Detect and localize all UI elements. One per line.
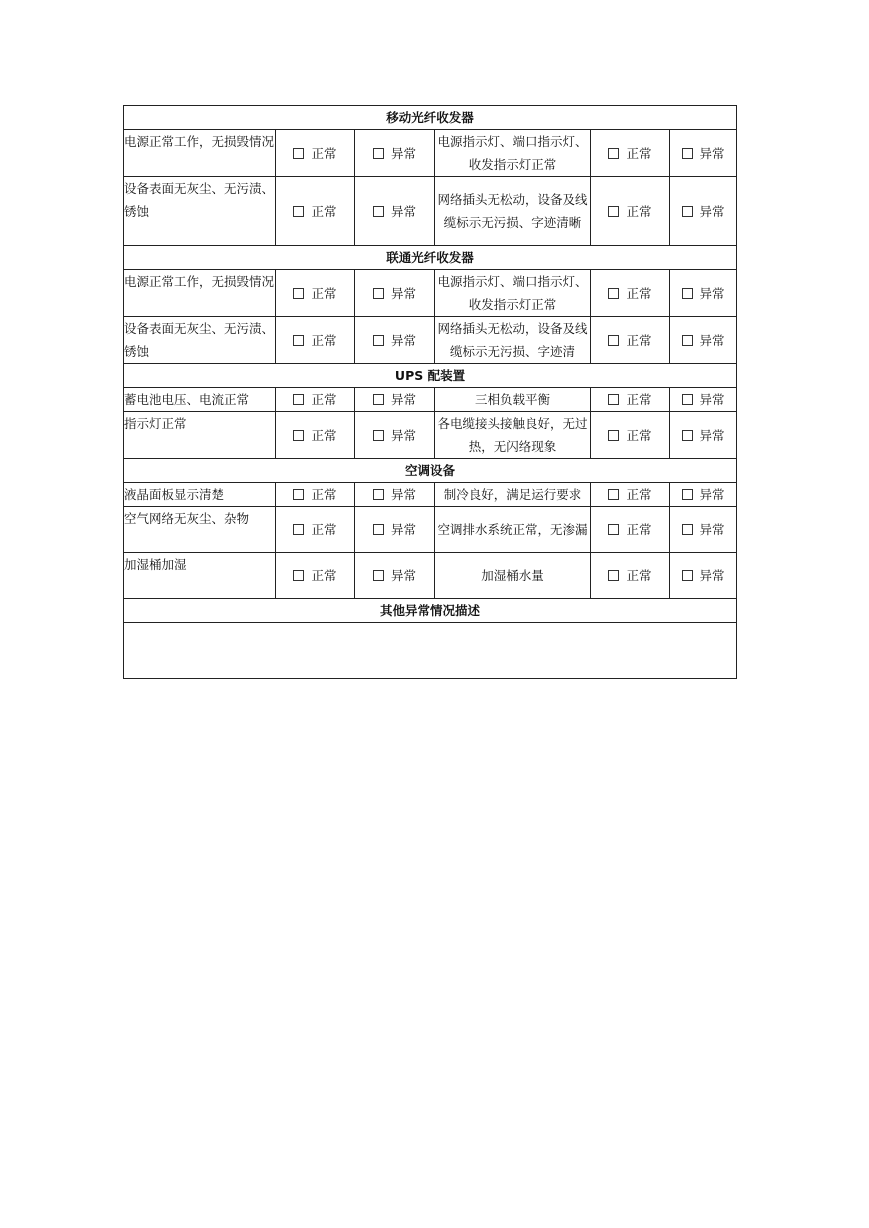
normal-label: 正常 bbox=[311, 427, 337, 443]
abnormal-checkbox[interactable] bbox=[670, 412, 737, 459]
section-title-other-abnormal: 其他异常情况描述 bbox=[124, 599, 737, 623]
checkbox-square-icon[interactable] bbox=[373, 206, 384, 217]
checkbox-square-icon[interactable] bbox=[293, 335, 304, 346]
normal-checkbox[interactable] bbox=[591, 270, 670, 317]
abnormal-checkbox[interactable] bbox=[355, 553, 435, 599]
check-item: 指示灯正常 bbox=[124, 412, 276, 459]
checkbox-square-icon[interactable] bbox=[682, 570, 693, 581]
checkbox-square-icon[interactable] bbox=[373, 148, 384, 159]
check-item: 网络插头无松动，设备及线缆标示无污损、字迹清晰 bbox=[435, 177, 591, 246]
abnormal-checkbox[interactable] bbox=[355, 507, 435, 553]
checkbox-square-icon[interactable] bbox=[373, 335, 384, 346]
normal-label: 正常 bbox=[626, 522, 652, 537]
abnormal-checkbox[interactable] bbox=[670, 388, 737, 412]
abnormal-label: 异常 bbox=[699, 568, 725, 583]
abnormal-label: 异常 bbox=[390, 392, 416, 407]
normal-checkbox[interactable] bbox=[276, 177, 355, 246]
normal-label: 正常 bbox=[626, 568, 652, 583]
checkbox-square-icon[interactable] bbox=[608, 206, 619, 217]
check-item: 各电缆接头接触良好，无过热，无闪络现象 bbox=[435, 412, 591, 459]
section-title-air-conditioning: 空调设备 bbox=[124, 459, 737, 483]
checkbox-square-icon[interactable] bbox=[373, 524, 384, 535]
checkbox-square-icon[interactable] bbox=[373, 570, 384, 581]
checkbox-square-icon[interactable] bbox=[608, 288, 619, 299]
normal-checkbox[interactable] bbox=[276, 388, 355, 412]
abnormal-checkbox[interactable] bbox=[355, 483, 435, 507]
abnormal-checkbox[interactable] bbox=[355, 412, 435, 459]
normal-checkbox[interactable] bbox=[276, 483, 355, 507]
check-item: 电源指示灯、端口指示灯、收发指示灯正常 bbox=[435, 130, 591, 177]
checkbox-square-icon[interactable] bbox=[682, 489, 693, 500]
checkbox-square-icon[interactable] bbox=[293, 524, 304, 535]
normal-checkbox[interactable] bbox=[276, 270, 355, 317]
abnormal-label: 异常 bbox=[699, 487, 725, 502]
checkbox-square-icon[interactable] bbox=[293, 394, 304, 405]
checkbox-square-icon[interactable] bbox=[293, 430, 304, 441]
normal-label: 正常 bbox=[311, 285, 337, 301]
abnormal-checkbox[interactable] bbox=[355, 388, 435, 412]
abnormal-checkbox[interactable] bbox=[670, 270, 737, 317]
normal-checkbox[interactable] bbox=[276, 412, 355, 459]
section-title-ups: UPS 配装置 bbox=[124, 364, 737, 388]
checkbox-square-icon[interactable] bbox=[608, 394, 619, 405]
checkbox-square-icon[interactable] bbox=[682, 394, 693, 405]
checkbox-square-icon[interactable] bbox=[373, 430, 384, 441]
checkbox-square-icon[interactable] bbox=[608, 524, 619, 535]
checkbox-square-icon[interactable] bbox=[608, 430, 619, 441]
normal-label: 正常 bbox=[311, 203, 337, 219]
check-item: 三相负载平衡 bbox=[435, 388, 591, 412]
abnormal-checkbox[interactable] bbox=[355, 177, 435, 246]
normal-checkbox[interactable] bbox=[591, 507, 670, 553]
abnormal-label: 异常 bbox=[699, 522, 725, 537]
check-item: 设备表面无灰尘、无污渍、锈蚀 bbox=[124, 177, 276, 246]
normal-label: 正常 bbox=[311, 392, 337, 407]
checkbox-square-icon[interactable] bbox=[293, 489, 304, 500]
checkbox-square-icon[interactable] bbox=[608, 570, 619, 581]
abnormal-label: 异常 bbox=[699, 203, 725, 219]
normal-checkbox[interactable] bbox=[591, 553, 670, 599]
abnormal-checkbox[interactable] bbox=[355, 270, 435, 317]
check-item: 制冷良好，满足运行要求 bbox=[435, 483, 591, 507]
normal-label: 正常 bbox=[626, 332, 652, 348]
abnormal-checkbox[interactable] bbox=[670, 317, 737, 364]
normal-label: 正常 bbox=[626, 427, 652, 443]
normal-label: 正常 bbox=[311, 487, 337, 502]
inspection-table bbox=[123, 105, 737, 679]
checkbox-square-icon[interactable] bbox=[608, 489, 619, 500]
checkbox-square-icon[interactable] bbox=[608, 148, 619, 159]
normal-label: 正常 bbox=[626, 392, 652, 407]
check-item: 网络插头无松动，设备及线缆标示无污损、字迹清 bbox=[435, 317, 591, 364]
abnormal-label: 异常 bbox=[390, 487, 416, 502]
normal-label: 正常 bbox=[311, 568, 337, 583]
check-item: 液晶面板显示清楚 bbox=[124, 483, 276, 507]
normal-label: 正常 bbox=[311, 522, 337, 537]
abnormal-label: 异常 bbox=[699, 285, 725, 301]
check-item: 设备表面无灰尘、无污渍、锈蚀 bbox=[124, 317, 276, 364]
abnormal-checkbox[interactable] bbox=[355, 317, 435, 364]
normal-checkbox[interactable] bbox=[591, 412, 670, 459]
abnormal-checkbox[interactable] bbox=[670, 507, 737, 553]
abnormal-label: 异常 bbox=[390, 522, 416, 537]
checkbox-square-icon[interactable] bbox=[293, 570, 304, 581]
checkbox-square-icon[interactable] bbox=[682, 288, 693, 299]
checkbox-square-icon[interactable] bbox=[373, 394, 384, 405]
check-item: 加湿桶水量 bbox=[435, 553, 591, 599]
abnormal-label: 异常 bbox=[390, 203, 416, 219]
abnormal-label: 异常 bbox=[390, 145, 416, 161]
abnormal-checkbox[interactable] bbox=[355, 130, 435, 177]
check-item: 电源指示灯、端口指示灯、收发指示灯正常 bbox=[435, 270, 591, 317]
checkbox-square-icon[interactable] bbox=[373, 489, 384, 500]
normal-checkbox[interactable] bbox=[591, 388, 670, 412]
abnormal-checkbox[interactable] bbox=[670, 553, 737, 599]
checkbox-square-icon[interactable] bbox=[293, 148, 304, 159]
normal-checkbox[interactable] bbox=[591, 130, 670, 177]
abnormal-checkbox[interactable] bbox=[670, 483, 737, 507]
check-item: 电源正常工作，无损毁情况 bbox=[124, 130, 276, 177]
other-abnormal-notes-field[interactable] bbox=[124, 623, 737, 679]
abnormal-label: 异常 bbox=[699, 145, 725, 161]
abnormal-label: 异常 bbox=[699, 332, 725, 348]
check-item: 空调排水系统正常，无渗漏 bbox=[435, 507, 591, 553]
check-item: 电源正常工作，无损毁情况 bbox=[124, 270, 276, 317]
checkbox-square-icon[interactable] bbox=[608, 335, 619, 346]
abnormal-label: 异常 bbox=[390, 332, 416, 348]
normal-checkbox[interactable] bbox=[276, 507, 355, 553]
abnormal-label: 异常 bbox=[390, 568, 416, 583]
abnormal-label: 异常 bbox=[699, 392, 725, 407]
abnormal-label: 异常 bbox=[699, 427, 725, 443]
abnormal-checkbox[interactable] bbox=[670, 177, 737, 246]
normal-label: 正常 bbox=[626, 285, 652, 301]
checkbox-square-icon[interactable] bbox=[682, 206, 693, 217]
checkbox-square-icon[interactable] bbox=[682, 148, 693, 159]
normal-label: 正常 bbox=[626, 487, 652, 502]
normal-label: 正常 bbox=[311, 332, 337, 348]
normal-checkbox[interactable] bbox=[276, 553, 355, 599]
normal-checkbox[interactable] bbox=[276, 317, 355, 364]
check-item: 加湿桶加湿 bbox=[124, 553, 276, 599]
abnormal-label: 异常 bbox=[390, 427, 416, 443]
checkbox-square-icon[interactable] bbox=[682, 430, 693, 441]
checkbox-square-icon[interactable] bbox=[293, 206, 304, 217]
normal-label: 正常 bbox=[626, 203, 652, 219]
check-item: 空气网络无灰尘、杂物 bbox=[124, 507, 276, 553]
normal-label: 正常 bbox=[626, 145, 652, 161]
check-item: 蓄电池电压、电流正常 bbox=[124, 388, 276, 412]
abnormal-checkbox[interactable] bbox=[670, 130, 737, 177]
section-title-mobile-fiber-transceiver: 移动光纤收发器 bbox=[124, 106, 737, 130]
normal-checkbox[interactable] bbox=[276, 130, 355, 177]
checkbox-square-icon[interactable] bbox=[373, 288, 384, 299]
section-title-unicom-fiber-transceiver: 联通光纤收发器 bbox=[124, 246, 737, 270]
checkbox-square-icon[interactable] bbox=[682, 335, 693, 346]
normal-label: 正常 bbox=[311, 145, 337, 161]
normal-checkbox[interactable] bbox=[591, 317, 670, 364]
abnormal-label: 异常 bbox=[390, 285, 416, 301]
normal-checkbox[interactable] bbox=[591, 483, 670, 507]
normal-checkbox[interactable] bbox=[591, 177, 670, 246]
checkbox-square-icon[interactable] bbox=[293, 288, 304, 299]
checkbox-square-icon[interactable] bbox=[682, 524, 693, 535]
